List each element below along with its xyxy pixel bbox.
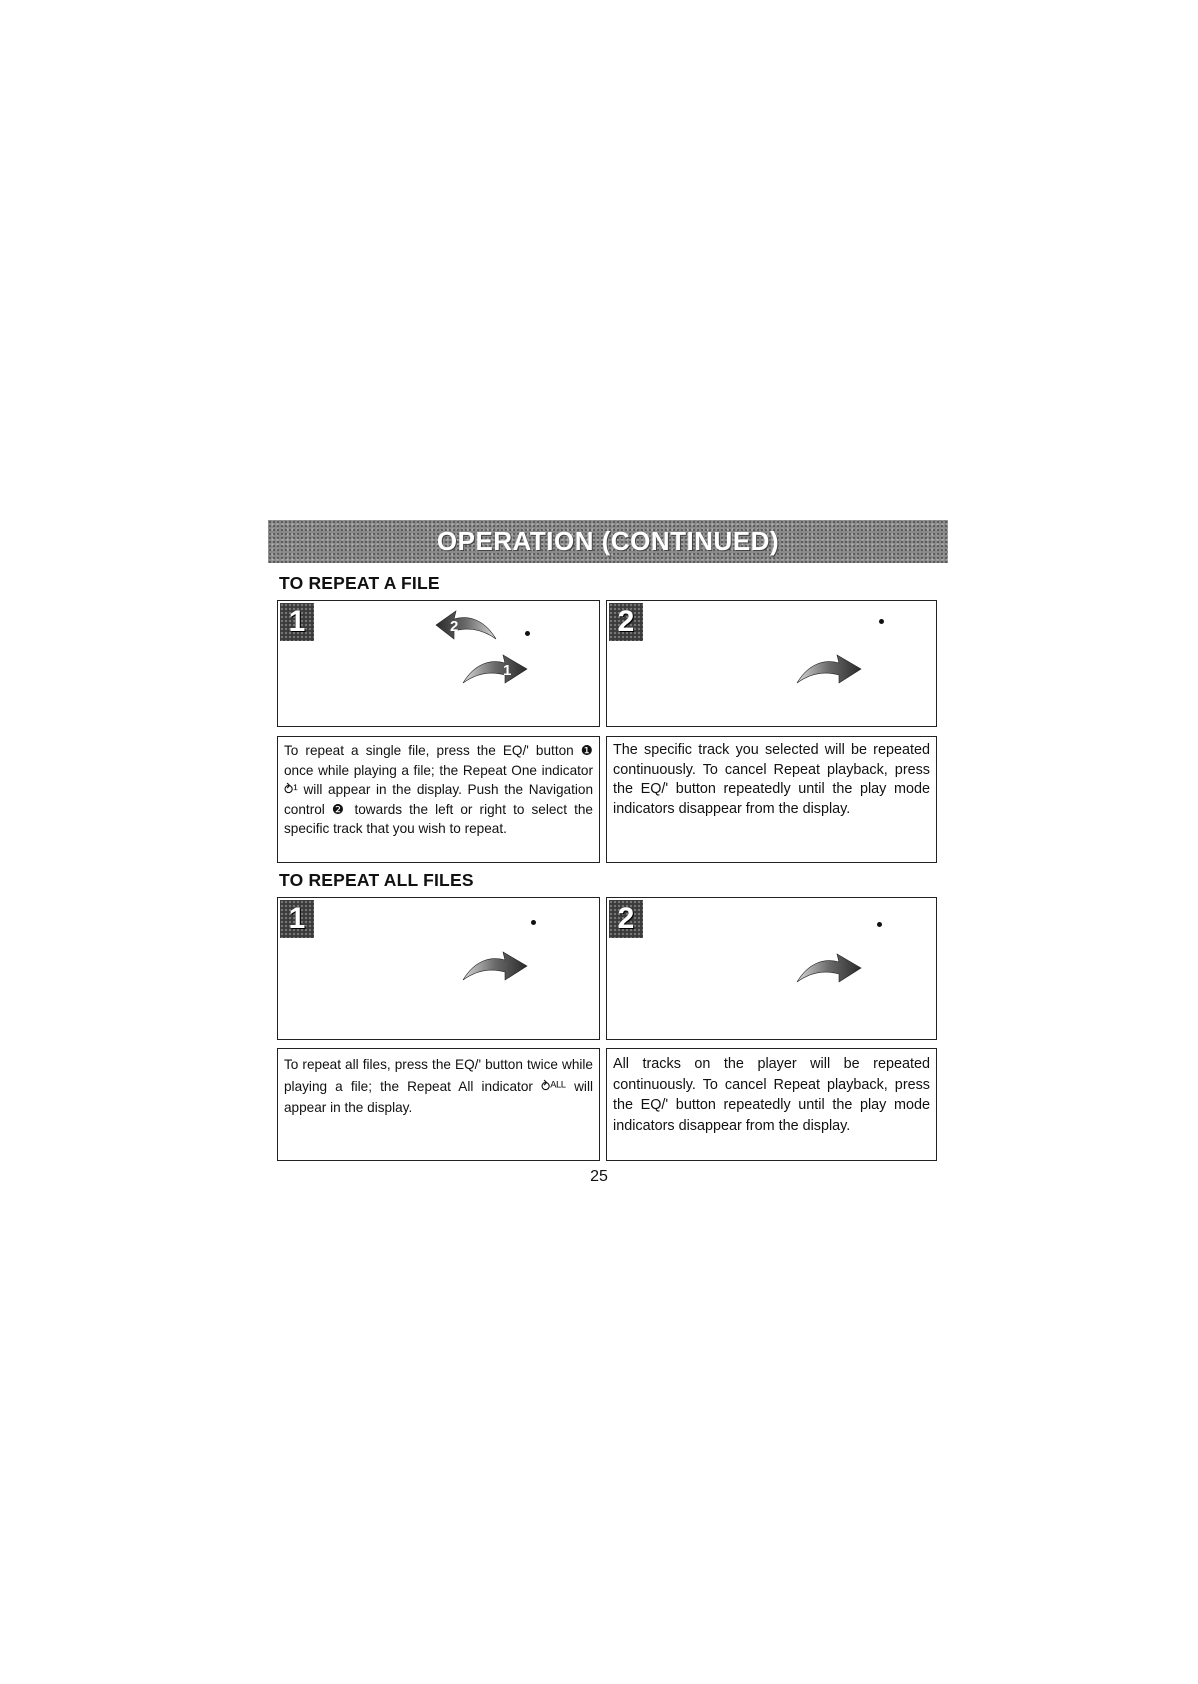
step-badge: 2 [609,603,643,641]
curved-arrow-left-icon [434,609,498,643]
section-banner [268,520,948,563]
repeat-all-step2-image [606,897,937,1040]
step-badge: 1 [280,603,314,641]
bullet-dot [531,920,536,925]
repeat-all-step2-text: All tracks on the player will be repeated continuously. To cancel Repeat playback, press the EQ/ʹ button repeatedly until the play mode indicators disappear from the display. [613,1056,930,1134]
repeat-all-heading: TO REPEAT ALL FILES [279,870,474,890]
step-badge: 2 [609,900,643,938]
bullet-dot [879,619,884,624]
repeat-file-heading: TO REPEAT A FILE [279,573,440,593]
repeat-file-step1-text-box [277,736,600,863]
repeat-file-step1-image [277,600,600,727]
repeat-all-step1-text-box [277,1048,600,1161]
curved-arrow-right-icon [795,651,863,687]
repeat-file-step1-text: To repeat a single file, press the EQ/ʹ button ❶ once while playing a file; the Repeat One indicator ⥁¹ will appear in the display. Push the Navigation control ❷ towards the left or right to select the specific track that you wish to repeat. [284,743,593,836]
page-number: 25 [590,1168,608,1185]
repeat-file-step2-text-box [606,736,937,863]
repeat-file-step2-image [606,600,937,727]
step-badge: 1 [280,900,314,938]
banner-title: OPERATION (CONTINUED) [436,526,780,556]
bullet-dot [877,922,882,927]
repeat-all-step2-text-box [606,1048,937,1161]
repeat-file-step2-text: The specific track you selected will be repeated continuously. To cancel Repeat playback, press the EQ/ʹ button repeatedly until the play mode indicators disappear from the display. [613,742,930,817]
svg-text:2: 2 [450,618,459,635]
repeat-all-step1-image [277,897,600,1040]
curved-arrow-right-icon [461,651,529,687]
svg-text:1: 1 [503,662,512,679]
curved-arrow-right-icon [461,948,529,984]
bullet-dot [525,631,530,636]
curved-arrow-right-icon [795,950,863,986]
repeat-all-step1-text: To repeat all files, press the EQ/ʹ button twice while playing a file; the Repeat All indicator ⥁ᴬᴸᴸ will appear in the display. [284,1057,593,1115]
